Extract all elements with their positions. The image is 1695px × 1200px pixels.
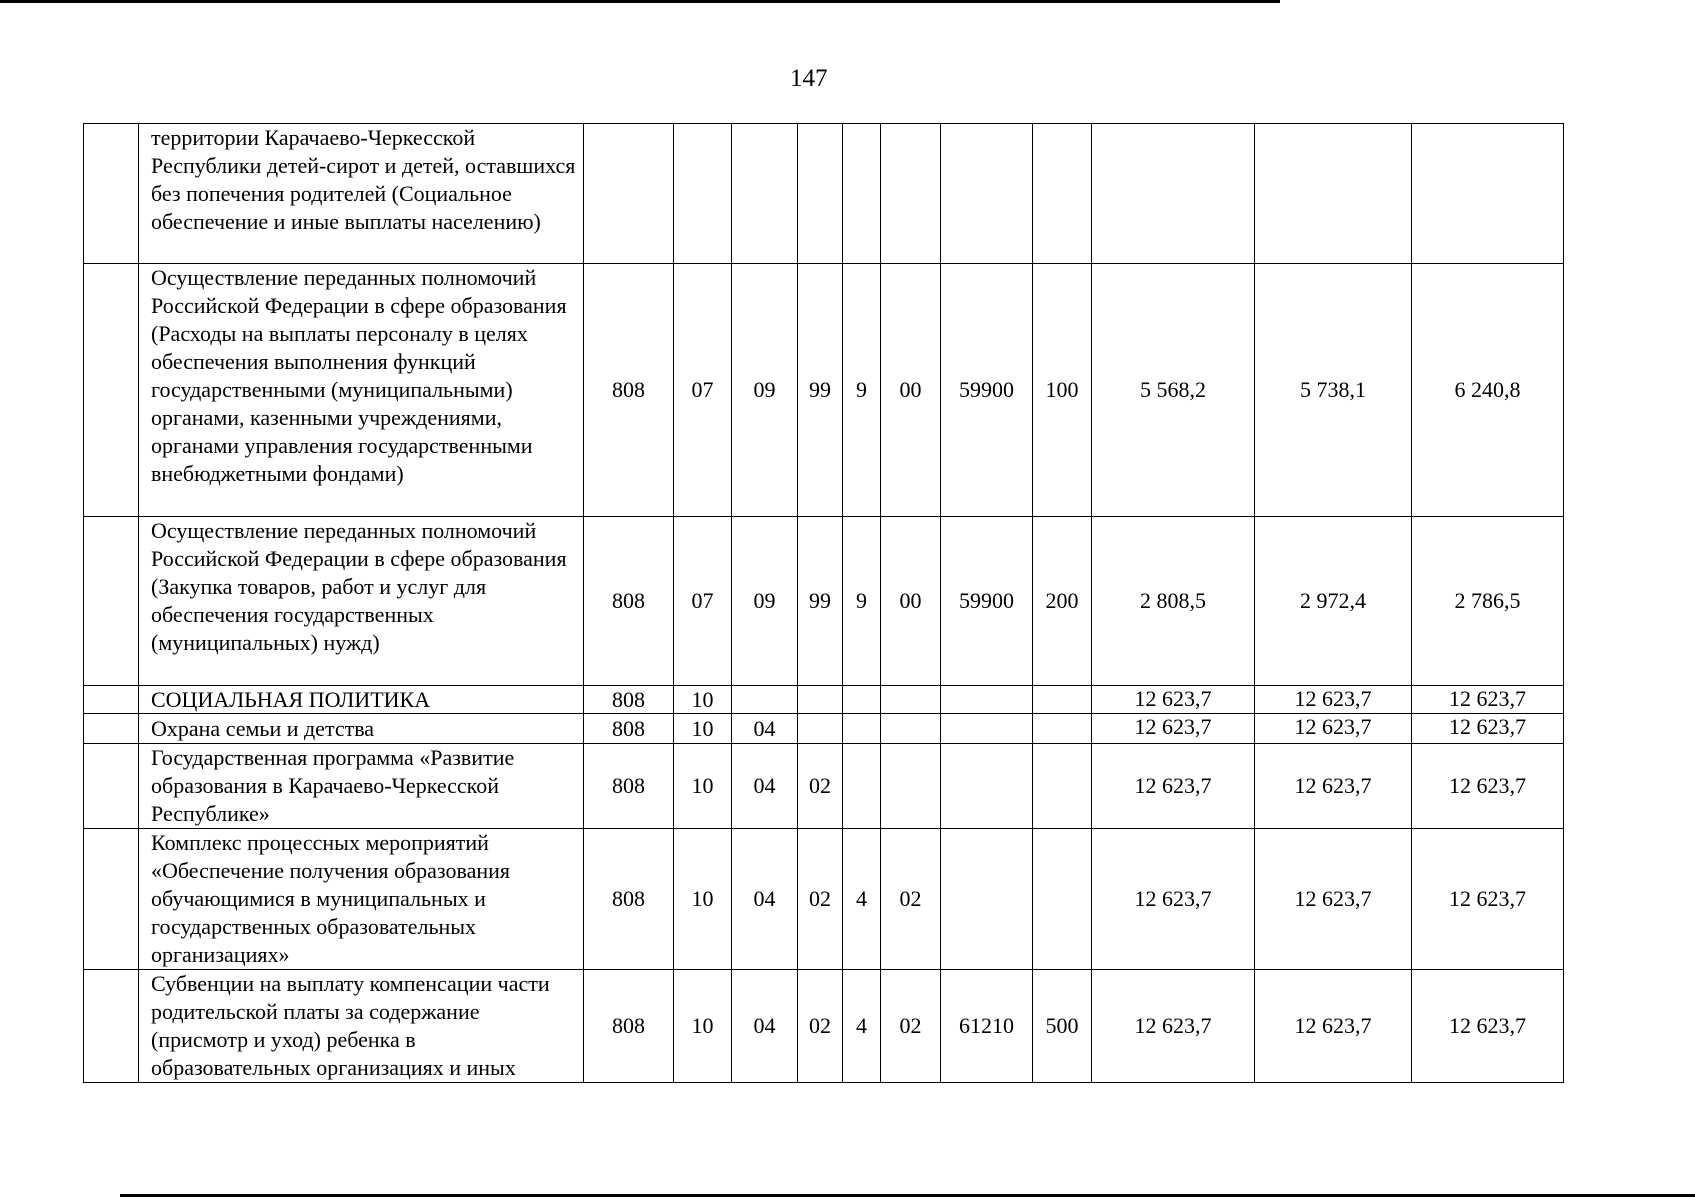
amount-year-3: 12 623,7: [1412, 970, 1564, 1083]
amount-year-3: 12 623,7: [1412, 829, 1564, 970]
section-code: 10: [674, 829, 732, 970]
target-article-direction: [941, 124, 1033, 264]
amount-year-2: 5 738,1: [1255, 264, 1412, 517]
amount-year-3: 2 786,5: [1412, 517, 1564, 686]
amount-year-1: 5 568,2: [1092, 264, 1255, 517]
target-article-event: 02: [881, 829, 941, 970]
table-row: [84, 714, 1564, 744]
subsection-code: [732, 124, 798, 264]
section-code: 10: [674, 744, 732, 829]
target-article-event: 02: [881, 970, 941, 1083]
target-article-program: 02: [798, 970, 843, 1083]
amount-year-2: 12 623,7: [1255, 714, 1412, 744]
row-index-cell: [84, 970, 139, 1083]
target-article-type: 4: [843, 829, 881, 970]
amount-year-3: 12 623,7: [1412, 686, 1564, 714]
target-article-program: [798, 124, 843, 264]
amount-year-1: [1092, 124, 1255, 264]
table-row: [84, 744, 1564, 829]
ved-code: 808: [584, 970, 674, 1083]
subsection-code: 09: [732, 517, 798, 686]
page-number: 147: [790, 65, 828, 92]
target-article-event: 00: [881, 264, 941, 517]
subsection-code: 04: [732, 970, 798, 1083]
amount-year-3: 12 623,7: [1412, 744, 1564, 829]
budget-table: [83, 123, 1564, 1083]
row-index-cell: [84, 264, 139, 517]
expense-type-code: 200: [1033, 517, 1092, 686]
expense-type-code: [1033, 714, 1092, 744]
row-index-cell: [84, 714, 139, 744]
target-article-type: [843, 124, 881, 264]
row-index-cell: [84, 686, 139, 714]
row-index-cell: [84, 124, 139, 264]
table-row: [84, 264, 1564, 517]
amount-year-2: 2 972,4: [1255, 517, 1412, 686]
amount-year-1: 12 623,7: [1092, 744, 1255, 829]
amount-year-2: 12 623,7: [1255, 970, 1412, 1083]
table-row: [84, 686, 1564, 714]
ved-code: 808: [584, 714, 674, 744]
target-article-program: [798, 714, 843, 744]
row-name: Осуществление переданных полномочий Российской Федерации в сфере образования (Закупка товаров, работ и услуг для обеспечения государственных (муниципальных) нужд): [139, 517, 584, 686]
row-index-cell: [84, 829, 139, 970]
section-code: [674, 124, 732, 264]
amount-year-1: 12 623,7: [1092, 714, 1255, 744]
amount-year-1: 2 808,5: [1092, 517, 1255, 686]
row-index-cell: [84, 744, 139, 829]
expense-type-code: [1033, 124, 1092, 264]
target-article-type: 9: [843, 517, 881, 686]
target-article-program: [798, 686, 843, 714]
table-row: [84, 517, 1564, 686]
expense-type-code: 500: [1033, 970, 1092, 1083]
subsection-code: 04: [732, 829, 798, 970]
row-name: Субвенции на выплату компенсации части родительской платы за содержание (присмотр и уход) ребенка в образовательных организациях и иных: [139, 970, 584, 1083]
target-article-direction: 61210: [941, 970, 1033, 1083]
row-name: Осуществление переданных полномочий Российской Федерации в сфере образования (Расходы на выплаты персоналу в целях обеспечения выполнения функций государственными (муниципальными) органами, казенными учреждениями, органами управления государственными внебюджетными фондами): [139, 264, 584, 517]
amount-year-2: [1255, 124, 1412, 264]
ved-code: 808: [584, 686, 674, 714]
amount-year-2: 12 623,7: [1255, 744, 1412, 829]
row-name: Государственная программа «Развитие образования в Карачаево-Черкесской Республике»: [139, 744, 584, 829]
target-article-type: [843, 714, 881, 744]
subsection-code: 04: [732, 714, 798, 744]
section-code: 07: [674, 517, 732, 686]
subsection-code: 04: [732, 744, 798, 829]
target-article-type: [843, 744, 881, 829]
target-article-event: 00: [881, 517, 941, 686]
row-index-cell: [84, 517, 139, 686]
section-code: 10: [674, 686, 732, 714]
row-name: Комплекс процессных мероприятий «Обеспечение получения образования обучающимися в муниципальных и государственных образовательных организациях»: [139, 829, 584, 970]
target-article-direction: [941, 829, 1033, 970]
top-rule: [0, 0, 1280, 3]
target-article-program: 02: [798, 744, 843, 829]
expense-type-code: [1033, 829, 1092, 970]
amount-year-1: 12 623,7: [1092, 829, 1255, 970]
target-article-event: [881, 686, 941, 714]
row-name: Охрана семьи и детства: [139, 714, 584, 744]
ved-code: [584, 124, 674, 264]
table-row: [84, 970, 1564, 1083]
target-article-direction: [941, 686, 1033, 714]
target-article-event: [881, 124, 941, 264]
expense-type-code: [1033, 686, 1092, 714]
target-article-program: 99: [798, 264, 843, 517]
target-article-direction: [941, 744, 1033, 829]
amount-year-3: 6 240,8: [1412, 264, 1564, 517]
target-article-event: [881, 714, 941, 744]
target-article-program: 02: [798, 829, 843, 970]
ved-code: 808: [584, 264, 674, 517]
target-article-type: 9: [843, 264, 881, 517]
amount-year-3: 12 623,7: [1412, 714, 1564, 744]
target-article-direction: 59900: [941, 517, 1033, 686]
target-article-direction: [941, 714, 1033, 744]
table-row: [84, 829, 1564, 970]
amount-year-1: 12 623,7: [1092, 686, 1255, 714]
target-article-program: 99: [798, 517, 843, 686]
section-code: 07: [674, 264, 732, 517]
target-article-event: [881, 744, 941, 829]
table-row: [84, 124, 1564, 264]
target-article-direction: 59900: [941, 264, 1033, 517]
ved-code: 808: [584, 517, 674, 686]
amount-year-2: 12 623,7: [1255, 686, 1412, 714]
subsection-code: 09: [732, 264, 798, 517]
row-name: СОЦИАЛЬНАЯ ПОЛИТИКА: [139, 686, 584, 714]
bottom-rule: [120, 1194, 1695, 1197]
amount-year-3: [1412, 124, 1564, 264]
target-article-type: 4: [843, 970, 881, 1083]
expense-type-code: 100: [1033, 264, 1092, 517]
ved-code: 808: [584, 829, 674, 970]
target-article-type: [843, 686, 881, 714]
row-name: территории Карачаево-Черкесской Республики детей-сирот и детей, оставшихся без попечения родителей (Социальное обеспечение и иные выплаты населению): [139, 124, 584, 264]
expense-type-code: [1033, 744, 1092, 829]
subsection-code: [732, 686, 798, 714]
amount-year-1: 12 623,7: [1092, 970, 1255, 1083]
amount-year-2: 12 623,7: [1255, 829, 1412, 970]
section-code: 10: [674, 714, 732, 744]
section-code: 10: [674, 970, 732, 1083]
ved-code: 808: [584, 744, 674, 829]
